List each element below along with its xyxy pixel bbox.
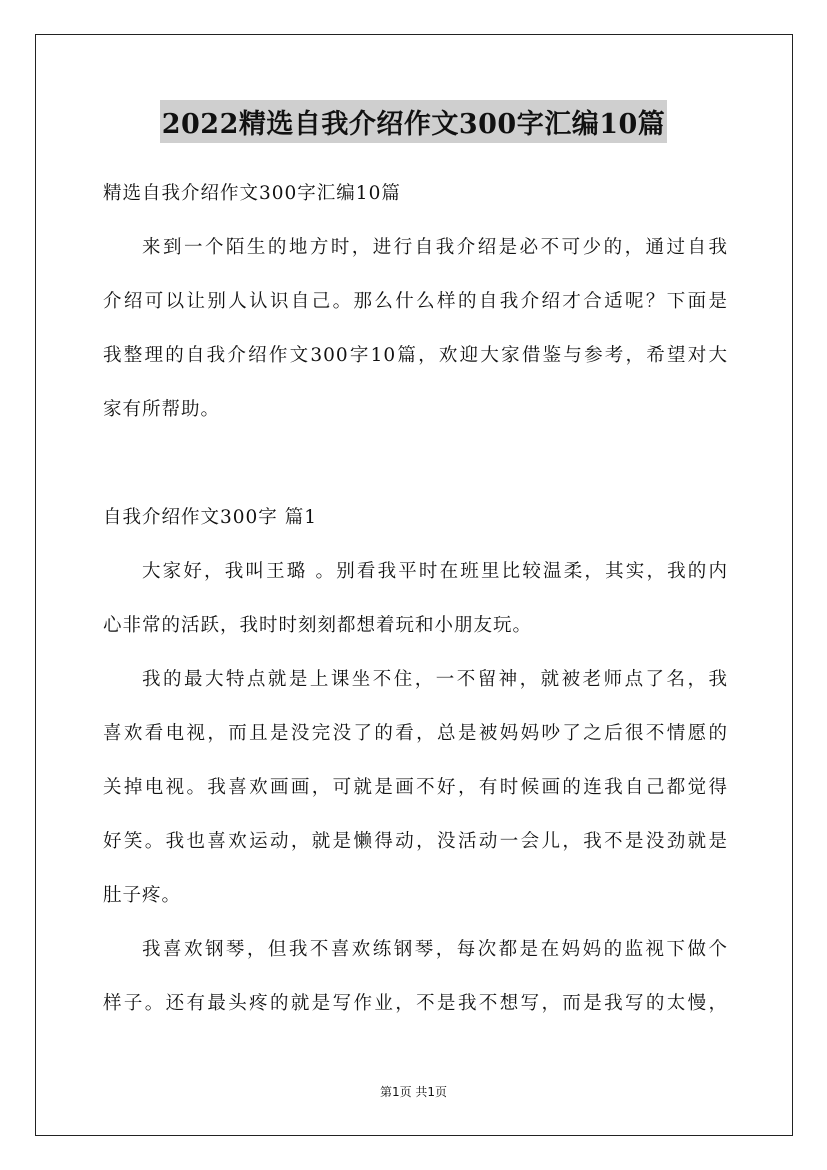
intro-line: 家有所帮助。 bbox=[103, 399, 221, 420]
section-heading: 自我介绍作文300字 篇1 bbox=[103, 507, 317, 528]
paragraph-line: 我的最大特点就是上课坐不住，一不留神，就被老师点了名，我 bbox=[142, 669, 728, 690]
document-subtitle: 精选自我介绍作文300字汇编10篇 bbox=[103, 183, 401, 204]
page-footer: 第1页 共1页 bbox=[379, 1085, 448, 1099]
intro-line: 介绍可以让别人认识自己。那么什么样的自我介绍才合适呢？下面是 bbox=[103, 291, 728, 312]
paragraph-line: 肚子疼。 bbox=[103, 885, 182, 906]
paragraph-line: 大家好，我叫王璐 。别看我平时在班里比较温柔，其实，我的内 bbox=[142, 561, 728, 582]
paragraph-line: 样子。还有最头疼的就是写作业，不是我不想写，而是我写的太慢， bbox=[103, 993, 728, 1014]
paragraph-line: 喜欢看电视，而且是没完没了的看，总是被妈妈吵了之后很不情愿的 bbox=[103, 723, 728, 744]
paragraph-line: 关掉电视。我喜欢画画，可就是画不好，有时候画的连我自己都觉得 bbox=[103, 777, 728, 798]
paragraph-line: 我喜欢钢琴，但我不喜欢练钢琴，每次都是在妈妈的监视下做个 bbox=[142, 939, 728, 960]
paragraph-line: 好笑。我也喜欢运动，就是懒得动，没活动一会儿，我不是没劲就是 bbox=[103, 831, 728, 852]
document-title: 2022精选自我介绍作文300字汇编10篇 bbox=[160, 100, 668, 143]
intro-line: 来到一个陌生的地方时，进行自我介绍是必不可少的，通过自我 bbox=[142, 237, 728, 258]
document-title-wrap bbox=[0, 100, 827, 143]
intro-line: 我整理的自我介绍作文300字10篇，欢迎大家借鉴与参考，希望对大 bbox=[103, 345, 728, 366]
paragraph-line: 心非常的活跃，我时时刻刻都想着玩和小朋友玩。 bbox=[103, 615, 533, 636]
